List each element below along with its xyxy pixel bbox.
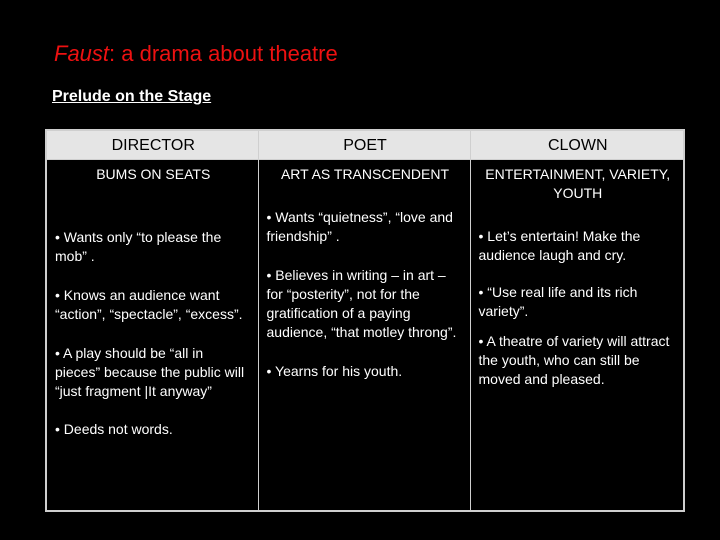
director-point: • A play should be “all in pieces” because the public will “just fragment |It anyway” xyxy=(55,345,245,399)
clown-point: • A theatre of variety will attract the youth, who can still be moved and pleased. xyxy=(478,333,670,387)
clown-points xyxy=(470,204,684,511)
director-point: • Knows an audience want “action”, “spectacle”, “excess”. xyxy=(55,287,243,322)
clown-point: • Let’s entertain! Make the audience laugh and cry. xyxy=(478,228,641,263)
clown-point: • “Use real life and its rich variety”. xyxy=(478,284,638,319)
slide-subtitle: Prelude on the Stage xyxy=(52,88,212,105)
director-point: • Deeds not words. xyxy=(55,421,173,437)
director-point: • Wants only “to please the mob” . xyxy=(55,229,222,264)
poet-point: • Yearns for his youth. xyxy=(266,363,403,379)
table-subheader-row xyxy=(46,160,684,205)
poet-point: • Wants “quietness”, “love and friendship” . xyxy=(266,209,453,244)
table-header-row xyxy=(46,130,684,160)
poet-header: POET xyxy=(258,130,470,160)
title-emphasis: Faust xyxy=(54,41,110,66)
comparison-table xyxy=(45,129,685,512)
poet-subheader: ART AS TRANSCENDENT xyxy=(258,160,470,205)
poet-points xyxy=(258,204,470,511)
slide-title xyxy=(54,41,338,67)
clown-header: CLOWN xyxy=(470,130,684,160)
table-body-row xyxy=(46,204,684,511)
title-rest: : a drama about theatre xyxy=(109,41,338,66)
director-subheader: BUMS ON SEATS xyxy=(46,160,258,205)
poet-point: • Believes in writing – in art – for “posterity”, not for the gratification of a paying audience, “that motley throng”. xyxy=(266,267,457,340)
director-points xyxy=(46,204,258,511)
director-header: DIRECTOR xyxy=(46,130,258,160)
clown-subheader: ENTERTAINMENT, VARIETY, YOUTH xyxy=(470,160,684,205)
